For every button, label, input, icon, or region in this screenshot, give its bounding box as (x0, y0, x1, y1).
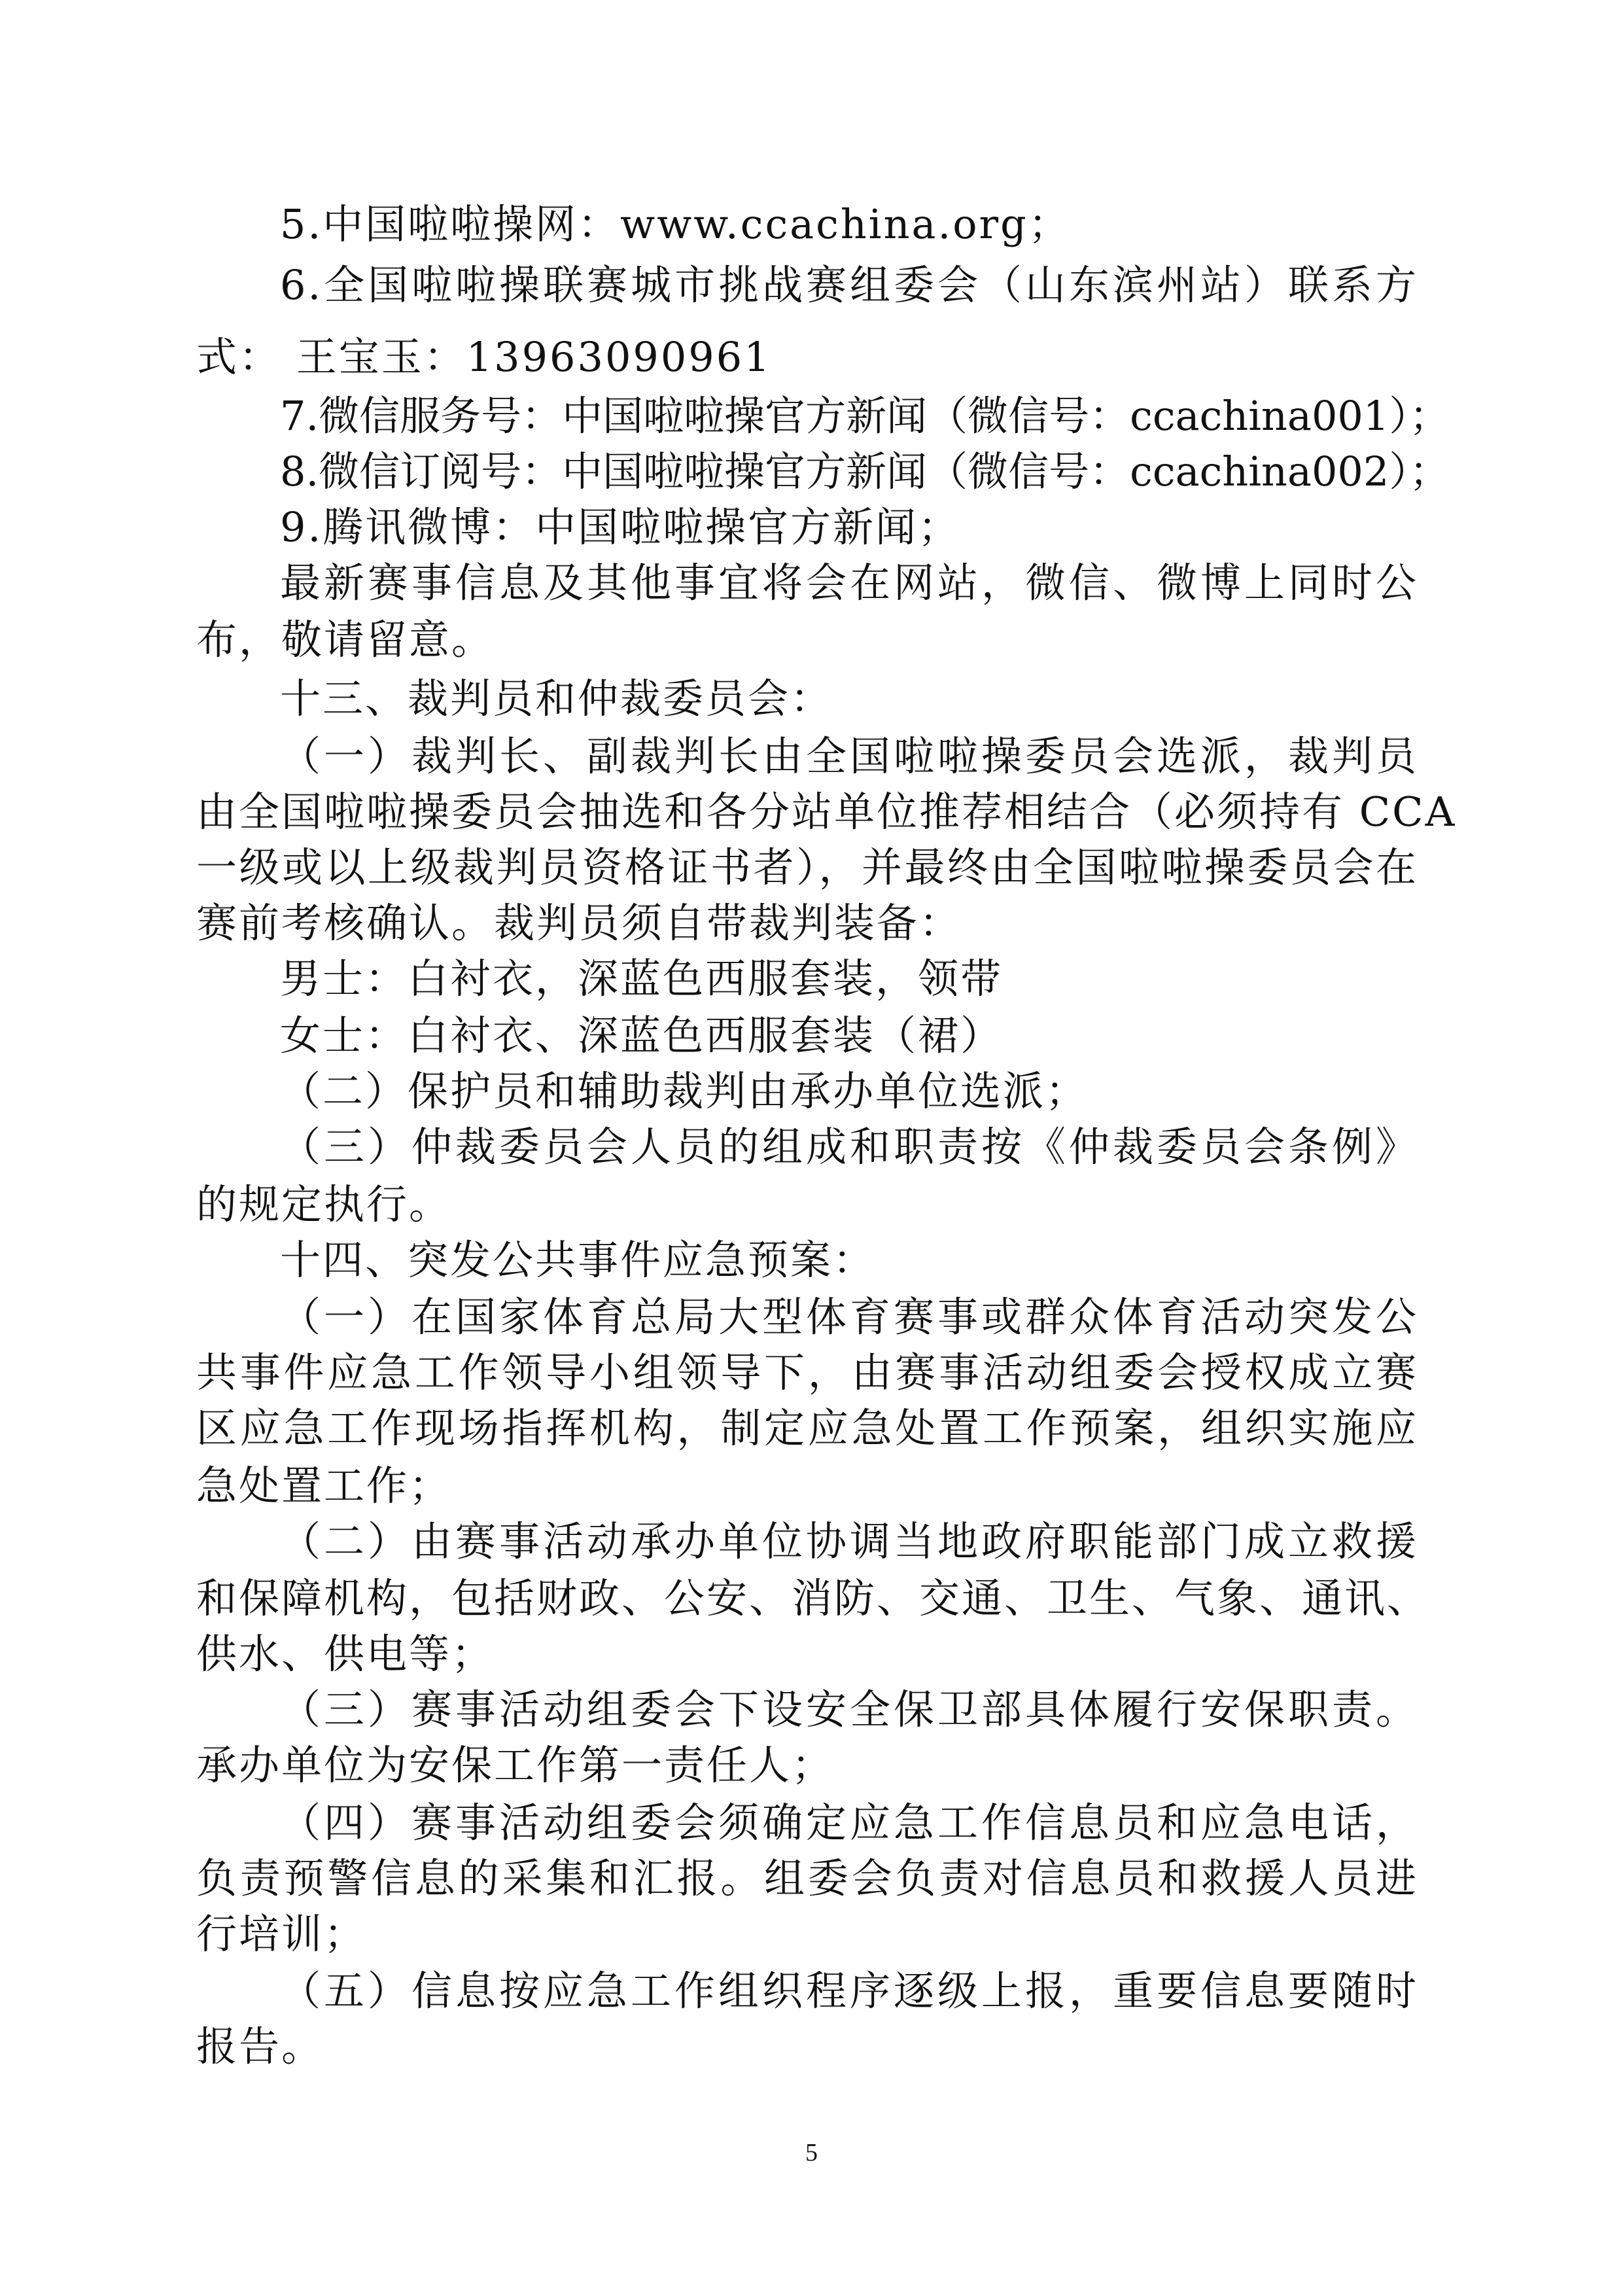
text-line: 承办单位为安保工作第一责任人； (196, 1741, 835, 1789)
text-line: （四）赛事活动组委会须确定应急工作信息员和应急电话， (280, 1799, 1418, 1846)
text-line: （二）保护员和辅助裁判由承办单位选派； (280, 1067, 1089, 1115)
text-line: （三）仲裁委员会人员的组成和职责按《仲裁委员会条例》 (280, 1123, 1418, 1171)
text-line: 赛前考核确认。裁判员须自带裁判装备： (196, 899, 962, 947)
text-line: （一）在国家体育总局大型体育赛事或群众体育活动突发公 (280, 1293, 1418, 1341)
text-line: 9.腾讯微博：中国啦啦操官方新闻； (280, 503, 961, 551)
text-line: 急处置工作； (196, 1462, 452, 1510)
section-heading: 十四、突发公共事件应急预案： (280, 1236, 876, 1284)
text-line: 5.中国啦啦操网：www.ccachina.org； (280, 200, 1071, 248)
text-line: 最新赛事信息及其他事宜将会在网站，微信、微博上同时公 (280, 559, 1418, 607)
text-line: 6.全国啦啦操联赛城市挑战赛组委会（山东滨州站）联系方 (280, 261, 1418, 309)
text-line: 的规定执行。 (196, 1180, 452, 1228)
text-line: 7.微信服务号：中国啦啦操官方新闻（微信号：ccachina001）； (280, 392, 1450, 440)
text-line: （二）由赛事活动承办单位协调当地政府职能部门成立救援 (280, 1517, 1418, 1565)
text-line: 布，敬请留意。 (196, 616, 495, 663)
page-number: 5 (805, 2139, 818, 2166)
text-line: 8.微信订阅号：中国啦啦操官方新闻（微信号：ccachina002）； (280, 448, 1450, 495)
text-line: 由全国啦啦操委员会抽选和各分站单位推荐相结合（必须持有 CCA (196, 788, 1457, 836)
text-line: 行培训； (196, 1910, 367, 1958)
text-line: （三）赛事活动组委会下设安全保卫部具体履行安保职责。 (280, 1686, 1418, 1733)
text-line: 女士：白衬衣、深蓝色西服套装（裙） (280, 1012, 1003, 1059)
text-line: 一级或以上级裁判员资格证书者），并最终由全国啦啦操委员会在 (196, 843, 1418, 891)
text-line: 男士：白衬衣，深蓝色西服套装，领带 (280, 955, 1003, 1002)
text-line: （一）裁判长、副裁判长由全国啦啦操委员会选派，裁判员 (280, 732, 1418, 780)
text-line: 报告。 (196, 2022, 324, 2070)
section-heading: 十三、裁判员和仲裁委员会： (280, 675, 833, 722)
text-line: 式： 王宝玉：13963090961 (196, 333, 772, 381)
text-line: 区应急工作现场指挥机构，制定应急处置工作预案，组织实施应 (196, 1404, 1418, 1452)
text-line: 共事件应急工作领导小组领导下，由赛事活动组委会授权成立赛 (196, 1349, 1418, 1396)
text-line: （五）信息按应急工作组织程序逐级上报，重要信息要随时 (280, 1967, 1418, 2015)
text-line: 供水、供电等； (196, 1630, 495, 1678)
text-line: 负责预警信息的采集和汇报。组委会负责对信息员和救援人员进 (196, 1854, 1418, 1902)
text-line: 和保障机构，包括财政、公安、消防、交通、卫生、气象、通讯、 (196, 1574, 1430, 1622)
